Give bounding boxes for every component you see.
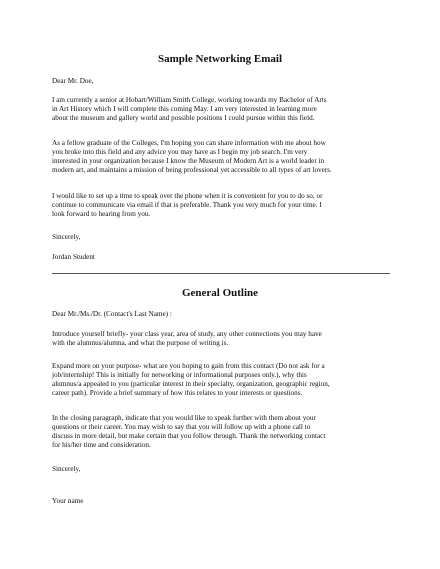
email-paragraph-1: I am currently a senior at Hobart/William Smith College, working towards my Bachelor of Arts in Art History which I will complete this coming May. I am very interested in learning more about the museum and gallery world and possible positions I could pursue within this field. (52, 96, 327, 122)
email-signature: Jordan Student (52, 253, 95, 261)
email-closing: Sincerely, (52, 233, 81, 241)
outline-paragraph-2: Expand more on your purpose- what are you hoping to gain from this contact (Do not ask for a job/internship! This is initially for networking or informational purposes only.), why this alumnus/a appealed to you (particular interest in their specialty, organization, geographic region, career path). Provide a brief summary of how this relates to your interests or questions. (52, 362, 330, 397)
outline-paragraph-1: Introduce yourself briefly- your class year, area of study, any other connections you may have with the alumnus/alumna, and what the purpose of writing is. (52, 330, 322, 347)
outline-signature: Your name (52, 497, 84, 505)
section-divider (52, 273, 390, 274)
outline-title: General Outline (181, 287, 259, 299)
outline-paragraph-3: In the closing paragraph, indicate that you would like to speak further with them about your questions or their career. You may wish to say that you will follow up with a phone call to discuss in more detail, but make certain that you follow through. Thank the networking contact for his/her time and consideration. (52, 414, 326, 449)
outline-greeting: Dear Mr./Ms./Dr. (Contact's Last Name) : (52, 310, 172, 318)
email-paragraph-3: I would like to set up a time to speak over the phone when it is convenient for you to do so, or continue to communicate via email if that is preferable. Thank you very much for your time. I look forward to hearing from you. (52, 192, 323, 218)
email-title: Sample Networking Email (157, 53, 283, 65)
outline-closing: Sincerely, (52, 465, 81, 473)
email-paragraph-2: As a fellow graduate of the Colleges, I'm hoping you can share information with me about how you broke into this field and any advice you may have as I begin my job search. I'm very interested in your organization because I know the Museum of Modern Art is a world leader in modern art, and maintains a mission of being professional yet accessible to all types of art lovers. (52, 139, 332, 174)
email-greeting: Dear Mr. Doe, (52, 77, 94, 85)
